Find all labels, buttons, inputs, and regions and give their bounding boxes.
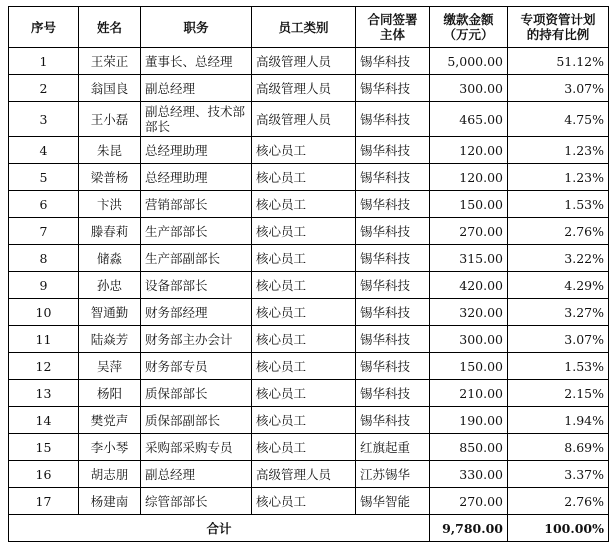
cell-name: 杨阳 <box>79 380 141 407</box>
cell-amount: 120.00 <box>430 164 508 191</box>
cell-type: 高级管理人员 <box>252 75 356 102</box>
table-row <box>9 461 609 488</box>
total-row <box>9 515 609 542</box>
cell-name: 吴萍 <box>79 353 141 380</box>
cell-ratio: 3.07% <box>508 326 609 353</box>
cell-no: 5 <box>9 164 79 191</box>
cell-amount: 190.00 <box>430 407 508 434</box>
cell-subject: 锡华科技 <box>356 272 430 299</box>
cell-type: 核心员工 <box>252 218 356 245</box>
cell-position: 设备部部长 <box>141 272 252 299</box>
cell-subject: 锡华科技 <box>356 380 430 407</box>
cell-type: 核心员工 <box>252 191 356 218</box>
cell-amount: 120.00 <box>430 137 508 164</box>
cell-amount: 5,000.00 <box>430 48 508 75</box>
cell-no: 15 <box>9 434 79 461</box>
cell-no: 8 <box>9 245 79 272</box>
cell-no: 3 <box>9 102 79 137</box>
cell-amount: 315.00 <box>430 245 508 272</box>
cell-ratio: 51.12% <box>508 48 609 75</box>
table-row <box>9 75 609 102</box>
table-body <box>9 48 609 515</box>
header-subject <box>356 7 430 48</box>
cell-position: 质保部副部长 <box>141 407 252 434</box>
cell-ratio: 3.27% <box>508 299 609 326</box>
cell-position: 生产部副部长 <box>141 245 252 272</box>
cell-ratio: 4.29% <box>508 272 609 299</box>
cell-name: 陆焱芳 <box>79 326 141 353</box>
header-amount-line2: （万元） <box>443 27 494 42</box>
cell-ratio: 2.15% <box>508 380 609 407</box>
cell-amount: 150.00 <box>430 191 508 218</box>
cell-position: 财务部主办会计 <box>141 326 252 353</box>
cell-type: 核心员工 <box>252 407 356 434</box>
cell-type: 核心员工 <box>252 245 356 272</box>
cell-amount: 420.00 <box>430 272 508 299</box>
header-subject-line1: 合同签署 <box>367 12 418 27</box>
cell-amount: 210.00 <box>430 380 508 407</box>
cell-name: 王小磊 <box>79 102 141 137</box>
cell-amount: 150.00 <box>430 353 508 380</box>
employee-subscription-table <box>8 6 609 542</box>
header-no: 序号 <box>9 7 79 48</box>
header-type: 员工类别 <box>252 7 356 48</box>
table-footer <box>9 515 609 542</box>
table-row <box>9 272 609 299</box>
cell-subject: 锡华智能 <box>356 488 430 515</box>
table-row <box>9 434 609 461</box>
cell-no: 2 <box>9 75 79 102</box>
cell-type: 核心员工 <box>252 164 356 191</box>
table-row <box>9 48 609 75</box>
cell-subject: 锡华科技 <box>356 48 430 75</box>
cell-name: 樊党声 <box>79 407 141 434</box>
cell-subject: 锡华科技 <box>356 326 430 353</box>
cell-position: 综管部部长 <box>141 488 252 515</box>
cell-type: 高级管理人员 <box>252 48 356 75</box>
cell-no: 14 <box>9 407 79 434</box>
cell-ratio: 1.23% <box>508 164 609 191</box>
cell-subject: 锡华科技 <box>356 137 430 164</box>
cell-type: 核心员工 <box>252 488 356 515</box>
cell-ratio: 3.37% <box>508 461 609 488</box>
cell-name: 储淼 <box>79 245 141 272</box>
cell-name: 胡志朋 <box>79 461 141 488</box>
cell-amount: 300.00 <box>430 326 508 353</box>
cell-amount: 330.00 <box>430 461 508 488</box>
cell-position: 副总经理 <box>141 75 252 102</box>
cell-ratio: 4.75% <box>508 102 609 137</box>
table-row <box>9 164 609 191</box>
table-header <box>9 7 609 48</box>
cell-subject: 锡华科技 <box>356 245 430 272</box>
header-amount <box>430 7 508 48</box>
header-amount-line1: 缴款金额 <box>443 12 494 27</box>
cell-position: 副总经理 <box>141 461 252 488</box>
cell-no: 16 <box>9 461 79 488</box>
cell-name: 翁国良 <box>79 75 141 102</box>
cell-name: 王荣正 <box>79 48 141 75</box>
cell-amount: 270.00 <box>430 218 508 245</box>
cell-type: 核心员工 <box>252 380 356 407</box>
cell-amount: 300.00 <box>430 75 508 102</box>
cell-position: 采购部采购专员 <box>141 434 252 461</box>
cell-no: 13 <box>9 380 79 407</box>
cell-name: 卞洪 <box>79 191 141 218</box>
cell-amount: 320.00 <box>430 299 508 326</box>
cell-no: 17 <box>9 488 79 515</box>
cell-subject: 锡华科技 <box>356 102 430 137</box>
cell-subject: 锡华科技 <box>356 75 430 102</box>
cell-subject: 锡华科技 <box>356 164 430 191</box>
cell-type: 核心员工 <box>252 137 356 164</box>
cell-ratio: 1.53% <box>508 353 609 380</box>
cell-no: 7 <box>9 218 79 245</box>
cell-position: 质保部部长 <box>141 380 252 407</box>
cell-name: 智通勤 <box>79 299 141 326</box>
cell-ratio: 8.69% <box>508 434 609 461</box>
cell-amount: 270.00 <box>430 488 508 515</box>
cell-subject: 锡华科技 <box>356 299 430 326</box>
table-row <box>9 488 609 515</box>
header-ratio <box>508 7 609 48</box>
header-name: 姓名 <box>79 7 141 48</box>
cell-no: 1 <box>9 48 79 75</box>
document-page <box>8 6 609 542</box>
total-amount: 9,780.00 <box>430 515 508 542</box>
cell-no: 6 <box>9 191 79 218</box>
cell-subject: 江苏锡华 <box>356 461 430 488</box>
cell-name: 李小琴 <box>79 434 141 461</box>
cell-type: 高级管理人员 <box>252 102 356 137</box>
cell-no: 4 <box>9 137 79 164</box>
cell-type: 核心员工 <box>252 272 356 299</box>
table-row <box>9 218 609 245</box>
cell-no: 10 <box>9 299 79 326</box>
cell-amount: 850.00 <box>430 434 508 461</box>
cell-ratio: 1.23% <box>508 137 609 164</box>
total-ratio: 100.00% <box>508 515 609 542</box>
cell-amount: 465.00 <box>430 102 508 137</box>
cell-type: 核心员工 <box>252 299 356 326</box>
total-label: 合计 <box>9 515 430 542</box>
cell-subject: 锡华科技 <box>356 218 430 245</box>
cell-name: 滕春莉 <box>79 218 141 245</box>
cell-ratio: 2.76% <box>508 488 609 515</box>
table-row <box>9 326 609 353</box>
table-row <box>9 245 609 272</box>
cell-type: 核心员工 <box>252 353 356 380</box>
cell-position: 财务部经理 <box>141 299 252 326</box>
cell-no: 9 <box>9 272 79 299</box>
cell-name: 朱昆 <box>79 137 141 164</box>
cell-type: 高级管理人员 <box>252 461 356 488</box>
cell-name: 杨建南 <box>79 488 141 515</box>
cell-position: 生产部部长 <box>141 218 252 245</box>
cell-type: 核心员工 <box>252 326 356 353</box>
cell-subject: 锡华科技 <box>356 407 430 434</box>
cell-position: 副总经理、技术部部长 <box>141 102 252 137</box>
cell-ratio: 2.76% <box>508 218 609 245</box>
cell-position: 总经理助理 <box>141 137 252 164</box>
cell-ratio: 1.94% <box>508 407 609 434</box>
table-row <box>9 191 609 218</box>
cell-position: 总经理助理 <box>141 164 252 191</box>
header-ratio-line1: 专项资管计划 <box>520 12 596 27</box>
cell-name: 梁普杨 <box>79 164 141 191</box>
cell-no: 11 <box>9 326 79 353</box>
header-subject-line2: 主体 <box>379 27 405 42</box>
header-ratio-line2: 的持有比例 <box>526 27 590 42</box>
header-position: 职务 <box>141 7 252 48</box>
table-row <box>9 353 609 380</box>
cell-name: 孙忠 <box>79 272 141 299</box>
table-row <box>9 407 609 434</box>
cell-subject: 红旗起重 <box>356 434 430 461</box>
header-row <box>9 7 609 48</box>
cell-type: 核心员工 <box>252 434 356 461</box>
cell-position: 财务部专员 <box>141 353 252 380</box>
cell-position: 营销部部长 <box>141 191 252 218</box>
cell-subject: 锡华科技 <box>356 191 430 218</box>
cell-position: 董事长、总经理 <box>141 48 252 75</box>
cell-ratio: 1.53% <box>508 191 609 218</box>
table-row <box>9 137 609 164</box>
table-row <box>9 380 609 407</box>
table-row <box>9 102 609 137</box>
table-row <box>9 299 609 326</box>
cell-ratio: 3.22% <box>508 245 609 272</box>
cell-no: 12 <box>9 353 79 380</box>
cell-ratio: 3.07% <box>508 75 609 102</box>
cell-subject: 锡华科技 <box>356 353 430 380</box>
